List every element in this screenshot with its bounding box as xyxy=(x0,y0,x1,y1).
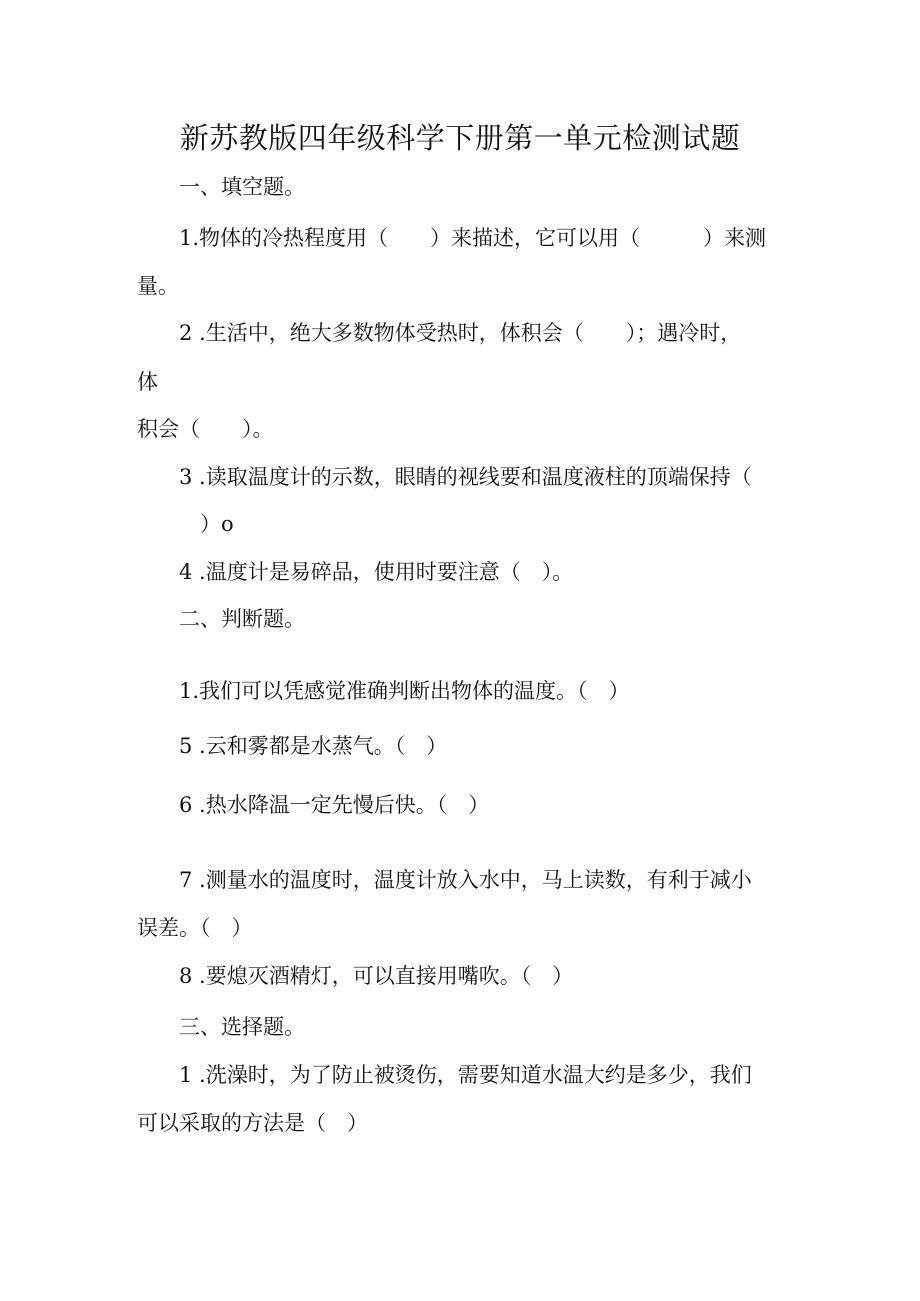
section-heading-choice: 三、选择题。 xyxy=(179,1015,305,1039)
judge-question-1: 1.我们可以凭感觉准确判断出物体的温度。（ ） xyxy=(179,679,630,703)
fill-question-2-line-1: 2 .生活中，绝大多数物体受热时，体积会（ ）；遇冷时， xyxy=(179,321,742,345)
fill-question-3-line-1: 3 .读取温度计的示数，眼睛的视线要和温度液柱的顶端保持（ xyxy=(179,465,752,489)
fill-question-2-line-3: 积会（ ）。 xyxy=(137,417,274,441)
judge-question-7-line-1: 7 .测量水的温度时，温度计放入水中，马上读数，有利于减小 xyxy=(179,868,752,892)
judge-question-7-line-2: 误差。（ ） xyxy=(137,916,253,940)
fill-question-4: 4 .温度计是易碎品，使用时要注意（ ）。 xyxy=(179,560,574,584)
fill-question-2-line-2: 体 xyxy=(137,370,158,394)
section-heading-judge: 二、判断题。 xyxy=(179,607,305,631)
fill-question-3-line-2: ）o xyxy=(200,512,234,536)
choice-question-1-line-1: 1 .洗澡时，为了防止被烫伤，需要知道水温大约是多少，我们 xyxy=(179,1063,752,1087)
judge-question-8: 8 .要熄灭酒精灯，可以直接用嘴吹。（ ） xyxy=(179,964,574,988)
judge-question-6: 6 .热水降温一定先慢后快。（ ） xyxy=(179,793,490,817)
fill-question-1-line-1: 1.物体的冷热程度用（ ）来描述，它可以用（ ）来测 xyxy=(179,226,767,250)
fill-question-1-line-2: 量。 xyxy=(137,274,179,298)
judge-question-5: 5 .云和雾都是水蒸气。（ ） xyxy=(179,734,448,758)
page-title: 新苏教版四年级科学下册第一单元检测试题 xyxy=(179,121,741,155)
section-heading-fill: 一、填空题。 xyxy=(179,175,305,199)
choice-question-1-line-2: 可以采取的方法是（ ） xyxy=(137,1111,368,1135)
